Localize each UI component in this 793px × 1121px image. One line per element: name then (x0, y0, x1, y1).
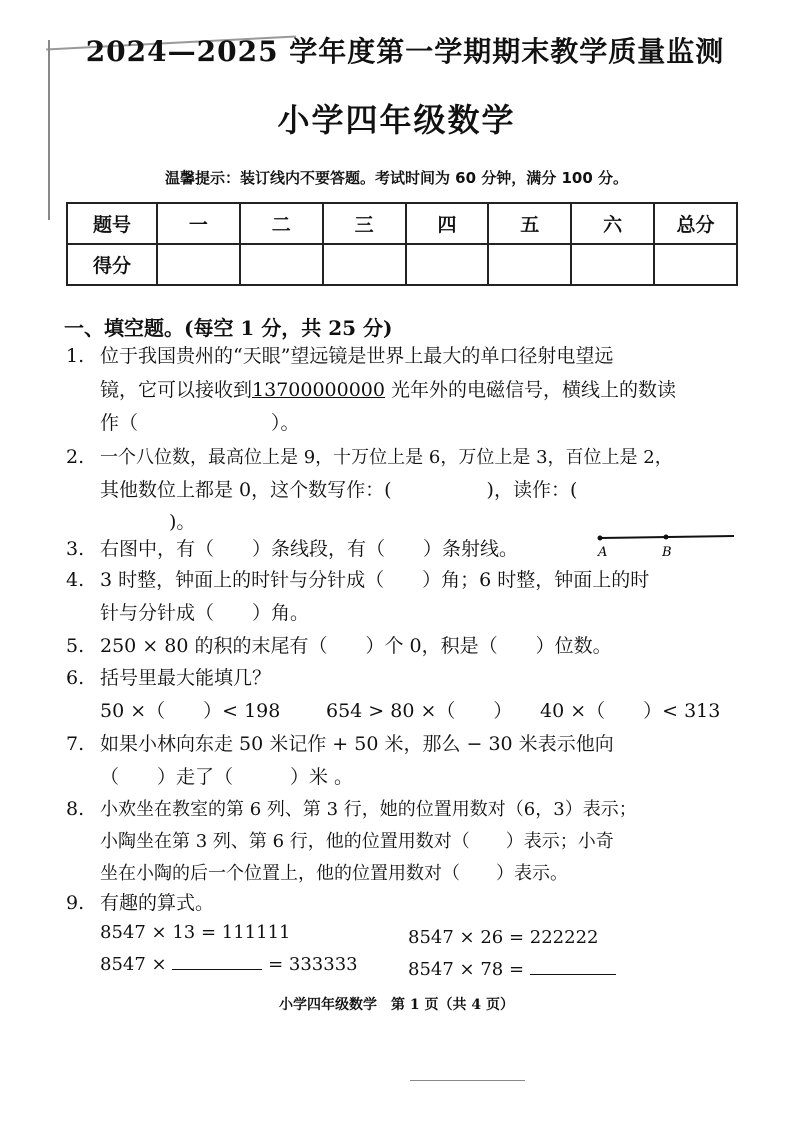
question-3 (66, 533, 518, 565)
question-text: 右图中，有（ ）条线段，有（ ）条射线。 (100, 538, 519, 560)
score-cell (654, 244, 737, 285)
question-number: 3. (66, 538, 85, 560)
question-number: 2. (66, 446, 85, 468)
answer-blank[interactable] (530, 954, 616, 975)
score-cell (323, 244, 406, 285)
question-number: 6. (66, 667, 85, 689)
section-1-header: 一、填空题。(每空 1 分，共 25 分) (64, 316, 393, 340)
point-a-label: A (598, 545, 608, 560)
question-9 (66, 887, 214, 919)
question-9-equation-4 (408, 954, 616, 986)
question-text: 针与分针成（ ）角。 (100, 602, 310, 624)
question-text: 小欢坐在教室的第 6 列、第 3 行，她的位置用数对（6，3）表示； (100, 799, 637, 820)
score-table (66, 202, 738, 286)
question-number: 9. (66, 892, 85, 914)
exam-notice: 温馨提示：装订线内不要答题。考试时间为 60 分钟，满分 100 分。 (164, 169, 629, 187)
answer-blank[interactable] (172, 949, 262, 970)
question-9-equation-1: 8547 × 13 = 111111 (100, 922, 291, 943)
question-text: 3 时整，钟面上的时针与分针成（ ）角；6 时整，钟面上的时 (100, 569, 650, 591)
score-cell (157, 244, 240, 285)
question-8-line-3 (100, 857, 568, 890)
exam-subtitle: 小学四年级数学 (277, 101, 516, 139)
equation-left: 8547 × 78 = (408, 959, 525, 980)
question-number: 7. (66, 733, 85, 755)
scan-mark-bottom (410, 1080, 525, 1081)
score-table-header-row (67, 203, 737, 244)
question-text: 小陶坐在第 3 列、第 6 行，他的位置用数对（ ）表示；小奇 (100, 831, 614, 852)
question-text: 作（ ）。 (100, 412, 300, 434)
question-5 (66, 630, 612, 662)
question-1-line-2 (100, 374, 676, 406)
question-text: )。 (150, 511, 196, 533)
question-number: 8. (66, 798, 85, 820)
question-4 (66, 564, 649, 596)
question-text: 括号里最大能填几？ (100, 667, 272, 689)
question-number: 4. (66, 569, 85, 591)
point-b (664, 535, 669, 540)
question-text: 坐在小陶的后一个位置上，他的位置用数对（ ）表示。 (100, 863, 568, 884)
question-text: 如果小林向东走 50 米记作 + 50 米，那么 − 30 米表示他向 (100, 733, 614, 755)
question-text: 光年外的电磁信号，横线上的数读 (391, 379, 677, 401)
score-cell: 二 (240, 203, 323, 244)
score-cell (406, 244, 489, 285)
question-number: 1. (66, 345, 85, 367)
exam-title: 2024—2025 学年度第一学期期末教学质量监测 (85, 35, 725, 68)
score-cell: 得分 (67, 244, 157, 285)
question-1 (66, 340, 613, 372)
score-cell (240, 244, 323, 285)
question-text: 位于我国贵州的“天眼”望远镜是世界上最大的单口径射电望远 (100, 345, 614, 367)
question-2-line-2 (100, 474, 577, 506)
question-9-equation-3 (100, 949, 358, 981)
score-cell: 三 (323, 203, 406, 244)
question-8-line-2 (100, 825, 614, 858)
score-cell: 四 (406, 203, 489, 244)
question-1-line-3 (100, 407, 300, 439)
score-cell (571, 244, 654, 285)
question-text: （ ）走了（ ）米 。 (100, 766, 354, 788)
score-cell: 一 (157, 203, 240, 244)
question-6-expression-1: 50 ×（ ）< 198 (100, 700, 281, 722)
score-table-score-row (67, 244, 737, 285)
question-6-expression-2: 654 > 80 ×（ ） (326, 700, 513, 722)
point-b-label: B (662, 545, 672, 560)
equation-left: 8547 × (100, 954, 167, 975)
question-2 (66, 441, 673, 474)
question-number: 5. (66, 635, 85, 657)
question-6 (66, 662, 271, 694)
question-7-line-2 (100, 761, 353, 793)
question-6-expression-3: 40 ×（ ）< 313 (540, 700, 721, 722)
score-cell: 总分 (654, 203, 737, 244)
question-8 (66, 793, 637, 826)
question-text: 镜，它可以接收到 (100, 379, 253, 401)
question-text: 一个八位数，最高位上是 9，十万位上是 6，万位上是 3，百位上是 2， (100, 447, 673, 468)
point-a (598, 536, 603, 541)
ray-line-figure (594, 528, 739, 560)
score-cell: 五 (488, 203, 571, 244)
equation-right: = 333333 (268, 954, 358, 975)
score-cell: 六 (571, 203, 654, 244)
question-9-equation-2: 8547 × 26 = 222222 (408, 927, 599, 948)
page-footer: 小学四年级数学 第 1 页（共 4 页） (279, 997, 514, 1013)
score-cell (488, 244, 571, 285)
score-cell: 题号 (67, 203, 157, 244)
question-4-line-2 (100, 597, 309, 629)
question-text: 其他数位上都是 0，这个数写作：( )，读作：( (100, 479, 578, 501)
question-7 (66, 728, 614, 760)
question-text: 有趣的算式。 (100, 892, 215, 914)
underlined-number: 13700000000 (252, 379, 385, 401)
question-text: 250 × 80 的积的末尾有（ ）个 0，积是（ ）位数。 (100, 635, 612, 657)
